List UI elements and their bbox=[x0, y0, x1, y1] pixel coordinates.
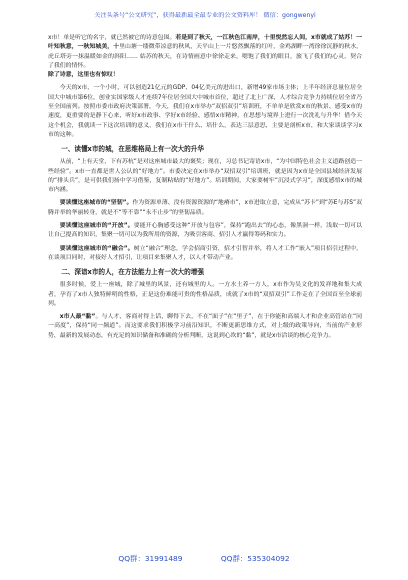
header-banner: 关注头条号“公文研究”，获得最新最全最专业的公文资料库！ 微信：gongwenyi bbox=[94, 12, 316, 19]
section-heading-1: 一、读懂x市的城，在思维格局上有一次大的升华 bbox=[61, 145, 204, 154]
intro-bold-wonder: 除了诗意，这里也有惊叹！ bbox=[48, 72, 119, 79]
paragraph-economy: 今天的x市，一个小时，可以创造21亿元的GDP、04亿美元的进出口，新增49家市场主体；上半年经济总量位居全国大中城市第6位，创业实国家级人才连续7年位居全国大中城市首位，超过了北上广深，人才综合竞争力持续位居全省乃至全国前列。按照市委市政府决策部署，今天，我们在x市举办“双招双引”培训班，不单单是欣赏x市的秋景、感受x市的速度，更重要的是静下心来，听好x市政事、学好x市经验、感悟x市精神，在思想与境界上进行一次洗礼与升华！借今天这个机会，我就读一下这次培训的意义，我们在x市干什么、培什么，表达三层意思，主要是剖析x市，和大家谈谈学习x市的这种。 bbox=[48, 85, 362, 138]
paragraph-resilience bbox=[48, 199, 362, 218]
intro-bold-autumn: 若是到了秋天，一江秋色江南岸，十里悦然忘人间，x市就成了姑苏！一叶知秋意，一秋知城美，十 bbox=[48, 35, 362, 51]
openness-lead: 要读懂这座城市的“开放”。 bbox=[59, 223, 134, 230]
paragraph-history: 从前，“上有天堂，下有苏杭”是对这座城市最大的褒奖；现在，习总书记寄语x市，“为中国特色社会主义道路创造一些经验”。x市一直都是世人公认的“好地方”。市委决定在x市举办“双招双引”培训班，就是因为x市是全国县域经济发展的“排头兵”，是可供我们扬中学习借鉴，复制粘贴的“好地方”。培训期间，大家要树牢“沉浸式学习”，深度感悟x市的城市内涵。 bbox=[48, 159, 362, 194]
resilience-lead: 要读懂这座城市的“坚韧”。 bbox=[59, 200, 133, 207]
resilience-text: 作为资源单薄、没有资源资源的“地瘠市”，x市进取立意，完成从“苏卡”到“苏E与苏S”双腾并举的华丽转身，就是不“等不靠”“永不止步”的坚韧品质。 bbox=[48, 200, 362, 216]
integration-text: 树立“融合”理念，学会招商引资，招才引智并举，将人才工作“嵌入”项目招引过程中，在谈项目同时，对接好人才招引，让项目来集聚人才，以人才带动产业。 bbox=[48, 245, 362, 261]
intro-scenery: 里山塘一缕微带凉意的秋风，天平山上一片悠然飘落的红叶，金鸡湖畔一湾徐徐沉静的秋水，虎丘塔旁一抹温暖如金的斜阳…… 姑苏的秋天，在诗情画意中徐徐走来，嗯饱了我们的眼目，旅飞了我们的心灵，契合了我们的情怀。 bbox=[48, 44, 363, 69]
intro-sentence: x市！单是听它的名字，就已然被它的诗意包围。 bbox=[48, 35, 176, 41]
integration-lead: 要读懂这座城市的“融合”。 bbox=[59, 245, 134, 252]
paragraph-sticky bbox=[48, 313, 362, 341]
document-body bbox=[48, 34, 362, 345]
openness-text: 要能开心胸感受这种“开放与包容”，保持“跑出去”的心态，像黑洞一样，浅取一切可以让自己提高的知识，集聚一切可以为我所用的资源，为吸引客商、招引人才赢得筹码和实力。 bbox=[48, 223, 362, 239]
paragraph-integration bbox=[48, 245, 362, 264]
sticky-text: 。与人才、客商对得上话，聊得下去，不在“面子”在“里子”，在于你能和高端人才和企业高管站在“同一高度”，保持“同一频道”。而这要求我们积极学习前沿知识，不断更新思维方式，对上级的政策导向，当前的产业形势，最新的发展动态，有充足的知识储备和准确的分析判断，这说到心坎的“黏”，就是x市洽谈的核心竞争力。 bbox=[48, 314, 362, 339]
paragraph-openness bbox=[48, 222, 362, 241]
paragraph-people: 很多时候，爱上一座城，除了城里的风景，还有城里的人。一方水土养一方人，x市作为吴文化的发祥地和集大成者，孕育了x市人独特鲜明的性格，正是这份难能可贵的性格品质，成就了x市的“双招双引”工作走在了全国首至全球前列。 bbox=[48, 282, 362, 307]
qq-group-1: QQ群：31991489 bbox=[118, 554, 183, 563]
sticky-lead: x市人最“黏” bbox=[59, 314, 96, 321]
footer-contacts bbox=[0, 553, 408, 564]
paragraph-intro bbox=[48, 34, 362, 80]
section-heading-2: 二、深谙x市的人，在方法能力上有一次大的增强 bbox=[61, 268, 204, 277]
qq-group-2: QQ群：535304092 bbox=[220, 554, 290, 563]
